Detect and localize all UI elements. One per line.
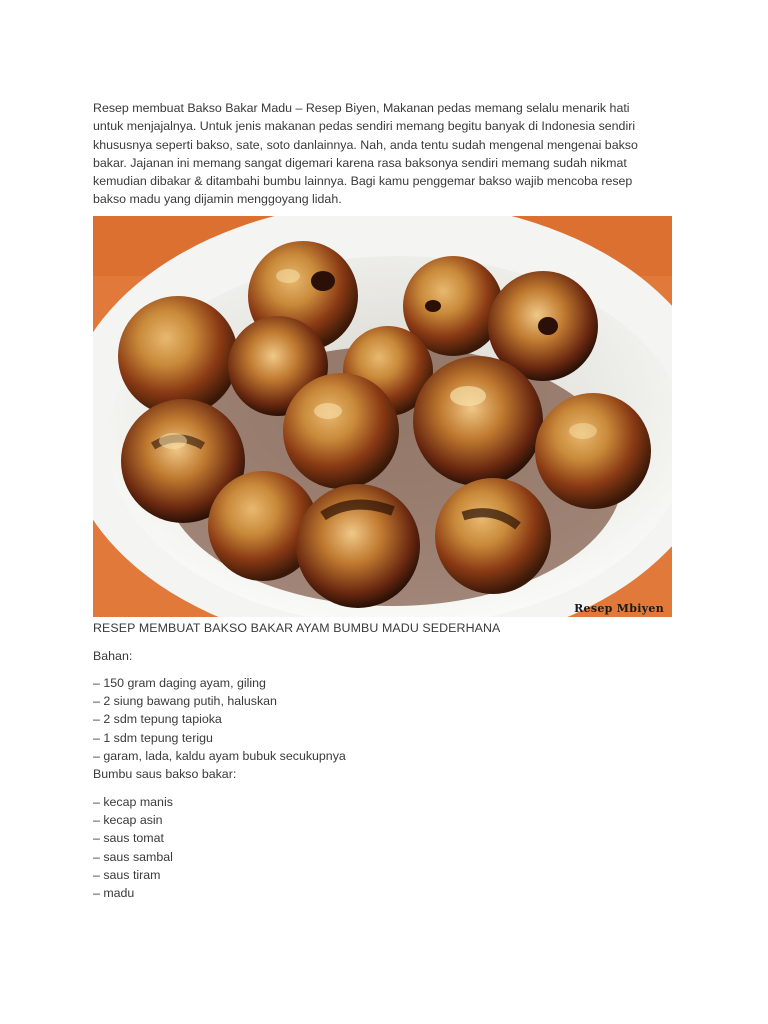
intro-line: kemudian dibakar & ditambahi bumbu lainnya. Bagi kamu penggemar bakso wajib mencoba resep: [93, 174, 633, 189]
meatball-photo: [93, 216, 672, 617]
intro-line: bakso madu yang dijamin menggoyang lidah.: [93, 192, 342, 207]
list-item: – kecap asin: [93, 813, 163, 828]
list-item: – kecap manis: [93, 795, 173, 809]
sauce-list: [93, 793, 173, 902]
ingredients-label: Bahan:: [93, 649, 133, 663]
intro-line: bakar. Jajanan ini memang sangat digemari karena rasa baksonya sendiri memang sudah nikmat: [93, 155, 627, 170]
list-item: – 150 gram daging ayam, giling: [93, 676, 266, 690]
list-item: – madu: [93, 886, 135, 901]
photo-watermark: Resep Mbiyen: [574, 602, 664, 615]
intro-line: khususnya seperti bakso, sate, soto danlainnya. Nah, anda tentu sudah mengenal mengenai bakso: [93, 137, 638, 152]
recipe-title: RESEP MEMBUAT BAKSO BAKAR AYAM BUMBU MADU SEDERHANA: [93, 621, 501, 635]
list-item: – 1 sdm tepung terigu: [93, 730, 213, 745]
list-item: – 2 sdm tepung tapioka: [93, 712, 222, 727]
list-item: – 2 siung bawang putih, haluskan: [93, 694, 277, 709]
intro-line: untuk menjajalnya. Untuk jenis makanan pedas sendiri memang begitu banyak di Indonesia sendiri: [93, 119, 636, 134]
meatball-illustration: [93, 216, 672, 617]
list-item: – garam, lada, kaldu ayam bubuk secukupnya: [93, 748, 346, 763]
list-item: – saus tomat: [93, 831, 164, 846]
intro-line: Resep membuat Bakso Bakar Madu – Resep Biyen, Makanan pedas memang selalu menarik hati: [93, 101, 630, 115]
intro-paragraph: [93, 99, 673, 209]
list-item: – saus tiram: [93, 867, 161, 882]
list-item: – saus sambal: [93, 849, 173, 864]
ingredients-list: [93, 674, 346, 765]
sauce-label: Bumbu saus bakso bakar:: [93, 767, 237, 781]
